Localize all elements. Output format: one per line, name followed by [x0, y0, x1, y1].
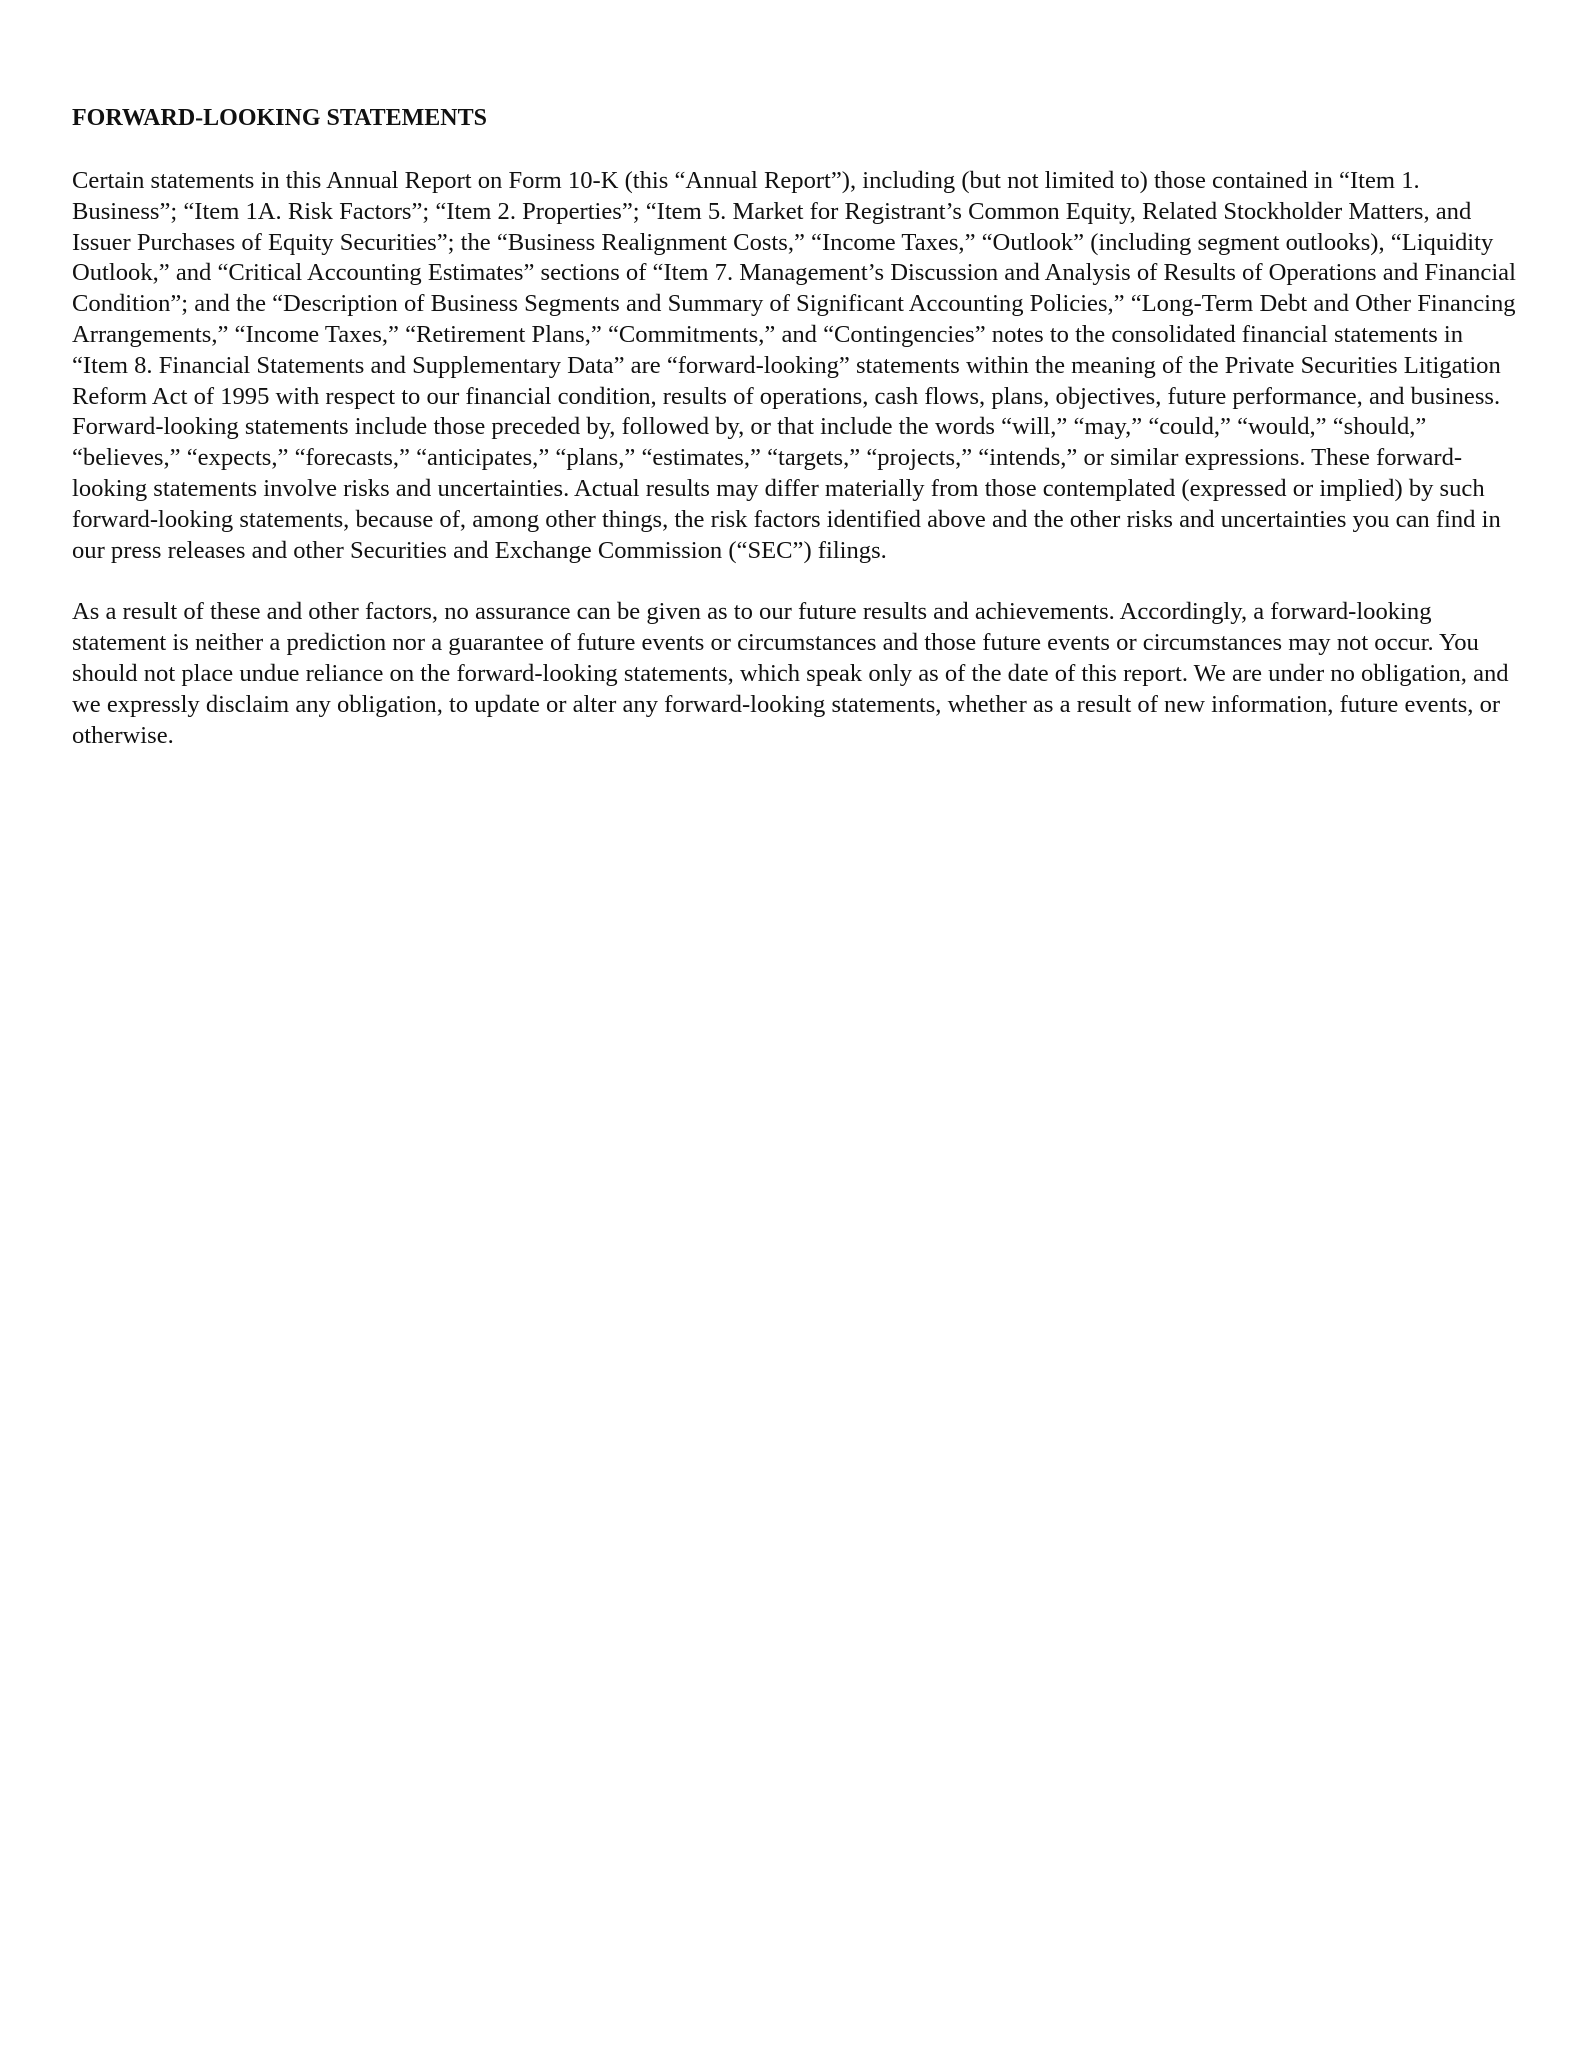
document-page	[72, 103, 1522, 782]
paragraph-forward-looking-statements: Certain statements in this Annual Report on Form 10-K (this “Annual Report”), including (but not limited to) those contained in “Item 1. Business”; “Item 1A. Risk Factors”; “Item 2. Properties”; “Item 5. Market for Registrant’s Common Equity, Related Stockholder Matters, and Issuer Purchases of Equity Securities”; the “Business Realignment Costs,” “Income Taxes,” “Outlook” (including segment outlooks), “Liquidity Outlook,” and “Critical Accounting Estimates” sections of “Item 7. Management’s Discussion and Analysis of Results of Operations and Financial Condition”; and the “Description of Business Segments and Summary of Significant Accounting Policies,” “Long-Term Debt and Other Financing Arrangements,” “Income Taxes,” “Retirement Plans,” “Commitments,” and “Contingencies” notes to the consolidated financial statements in “Item 8. Financial Statements and Supplementary Data” are “forward-looking” statements within the meaning of the Private Securities Litigation Reform Act of 1995 with respect to our financial condition, results of operations, cash flows, plans, objectives, future performance, and business. Forward-looking statements include those preceded by, followed by, or that include the words “will,” “may,” “could,” “would,” “should,” “believes,” “expects,” “forecasts,” “anticipates,” “plans,” “estimates,” “targets,” “projects,” “intends,” or similar expressions. These forward-looking statements involve risks and uncertainties. Actual results may differ materially from those contemplated (expressed or implied) by such forward-looking statements, because of, among other things, the risk factors identified above and the other risks and uncertainties you can find in our press releases and other Securities and Exchange Commission (“SEC”) filings.	[72, 167, 1516, 564]
section-heading: FORWARD-LOOKING STATEMENTS	[72, 105, 487, 131]
paragraph-no-assurance: As a result of these and other factors, no assurance can be given as to our future results and achievements. Accordingly, a forward-looking statement is neither a prediction nor a guarantee of future events or circumstances and those future events or circumstances may not occur. You should not place undue reliance on the forward-looking statements, which speak only as of the date of this report. We are under no obligation, and we expressly disclaim any obligation, to update or alter any forward-looking statements, whether as a result of new information, future events, or otherwise.	[72, 598, 1509, 749]
